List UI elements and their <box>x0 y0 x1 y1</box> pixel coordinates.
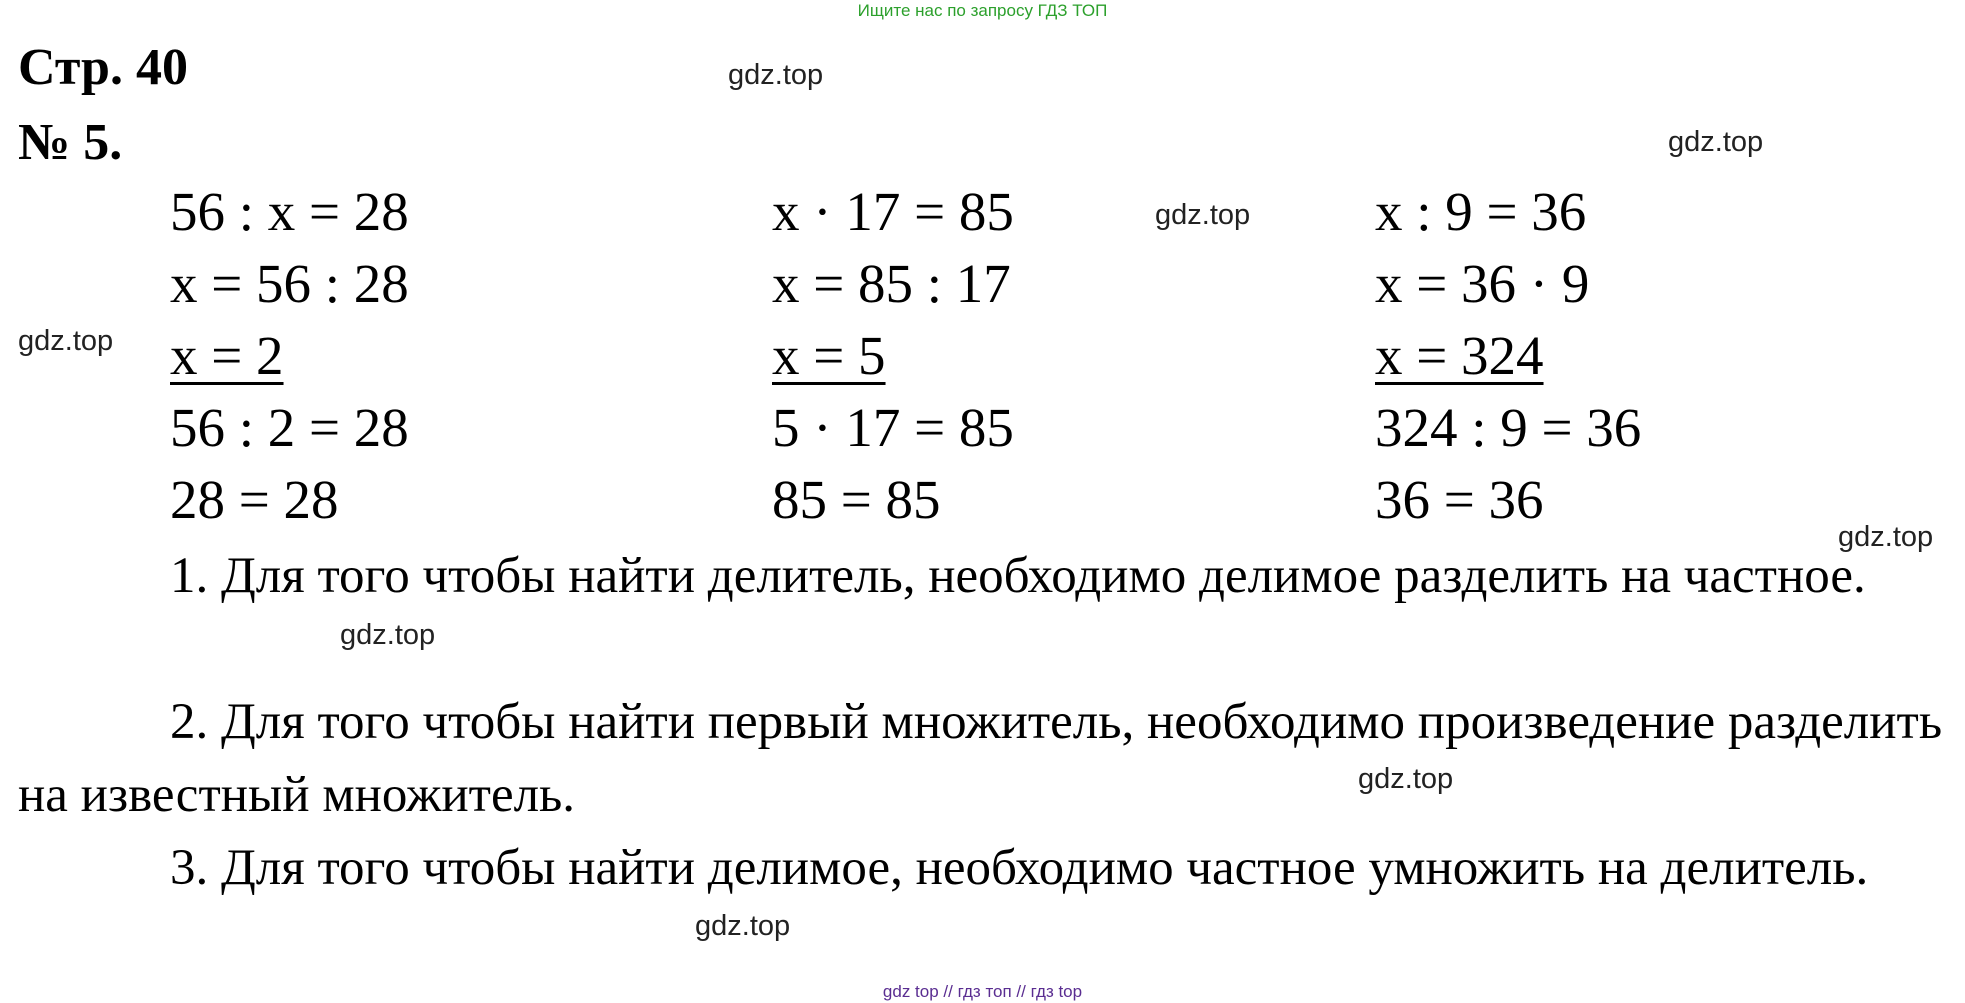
watermark: gdz.top <box>1668 126 1764 158</box>
eq-col1-check: 56 : 2 = 28 <box>170 397 409 458</box>
eq-col3-result: 36 = 36 <box>1375 469 1544 530</box>
task-number: № 5. <box>18 114 123 171</box>
rule-3: 3. Для того чтобы найти делимое, необходимо частное умножить на делитель. <box>170 840 1869 896</box>
top-banner: Ищите нас по запросу ГДЗ ТОП <box>857 1 1108 20</box>
watermark: gdz.top <box>1155 199 1251 231</box>
eq-col2-check: 5 · 17 = 85 <box>772 397 1014 458</box>
watermark: gdz.top <box>18 325 114 357</box>
rule-2: 2. Для того чтобы найти первый множитель, необходимо произведение разделить на известный множитель. <box>18 694 1943 823</box>
eq-col1-line2: x = 56 : 28 <box>170 253 409 314</box>
watermark: gdz.top <box>340 619 436 651</box>
eq-col3-line2: x = 36 · 9 <box>1375 253 1590 314</box>
eq-col2-line2: x = 85 : 17 <box>772 253 1011 314</box>
eq-col2-line1: x · 17 = 85 <box>772 181 1014 242</box>
eq-col1-result: 28 = 28 <box>170 469 339 530</box>
eq-col3-answer: x = 324 <box>1375 325 1544 386</box>
watermark: gdz.top <box>1358 763 1454 795</box>
watermark: gdz.top <box>695 910 791 942</box>
eq-col2-result: 85 = 85 <box>772 469 941 530</box>
rule-1: 1. Для того чтобы найти делитель, необходимо делимое разделить на частное. <box>170 548 1866 604</box>
eq-col1-answer: x = 2 <box>170 325 284 386</box>
eq-col1-line1: 56 : x = 28 <box>170 181 409 242</box>
eq-col3-line1: x : 9 = 36 <box>1375 181 1587 242</box>
watermark: gdz.top <box>1838 521 1934 553</box>
watermark: gdz.top <box>728 59 824 91</box>
eq-col3-check: 324 : 9 = 36 <box>1375 397 1642 458</box>
eq-col2-answer: x = 5 <box>772 325 886 386</box>
page-label: Стр. 40 <box>18 39 188 96</box>
footer-watermark: gdz top // гдз топ // гдз top <box>882 982 1083 1001</box>
